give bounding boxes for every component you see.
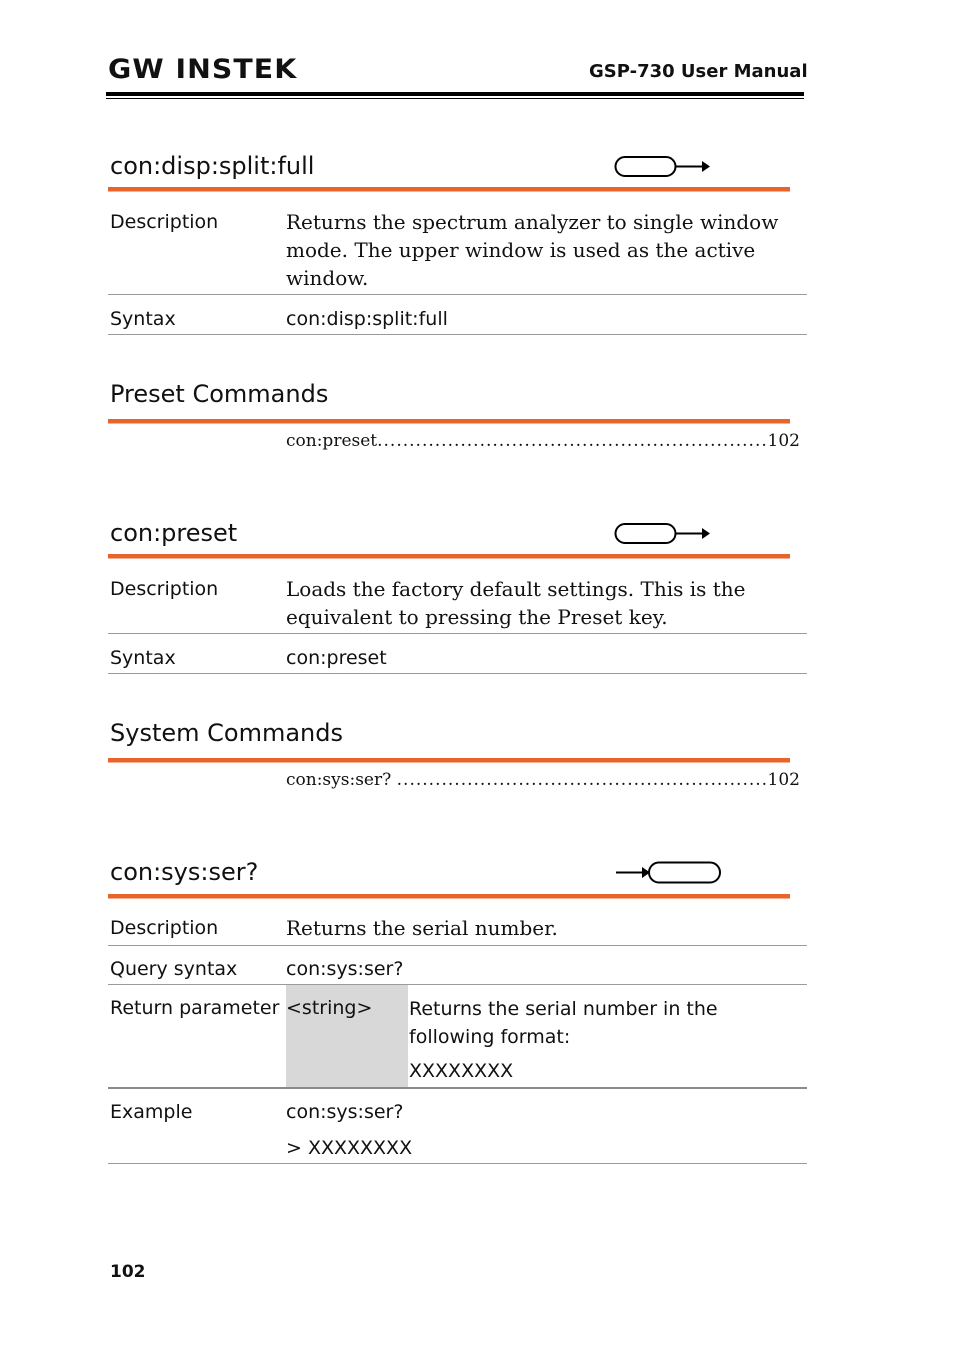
gw-instek-logo: GW INSTEK (108, 54, 298, 85)
example-command: con:sys:ser? (286, 1101, 404, 1123)
row-divider (108, 1087, 807, 1089)
example-label: Example (110, 1101, 193, 1123)
section-title-system-commands: System Commands (110, 719, 343, 747)
query-syntax-label: Query syntax (110, 958, 238, 980)
toc-entry-sys-ser[interactable] (286, 769, 800, 791)
page-number: 102 (110, 1262, 146, 1282)
syntax-label: Syntax (110, 308, 176, 330)
return-type: <string> (286, 997, 373, 1019)
example-response: > XXXXXXXX (286, 1137, 413, 1159)
section-title-preset-commands: Preset Commands (110, 380, 329, 408)
description-label: Description (110, 578, 219, 600)
toc-entry-preset[interactable] (286, 430, 800, 452)
return-parameter-label: Return parameter (110, 997, 280, 1019)
description-text: Returns the spectrum analyzer to single window mode. The upper window is used as the active window. (286, 210, 779, 290)
row-divider (108, 334, 807, 335)
toc-leader-dots (377, 430, 767, 452)
query-syntax-value: con:sys:ser? (286, 958, 404, 980)
set-command-icon (614, 522, 712, 546)
row-divider (108, 984, 807, 985)
manual-title: GSP-730 User Manual (589, 61, 808, 82)
section-underline (108, 894, 790, 898)
header-rule-thin (106, 98, 804, 99)
return-description: Returns the serial number in the following format: (409, 998, 718, 1048)
section-title-preset: con:preset (110, 519, 238, 547)
syntax-value: con:preset (286, 647, 387, 669)
toc-entry-label: con:sys:ser? (286, 770, 397, 790)
section-underline (108, 419, 790, 423)
query-command-icon (614, 860, 724, 886)
description-text: Loads the factory default settings. This is the equivalent to pressing the Preset key. (286, 577, 746, 629)
set-command-icon (614, 155, 712, 179)
syntax-value: con:disp:split:full (286, 308, 448, 330)
return-format: XXXXXXXX (409, 1060, 514, 1082)
toc-page-number: 102 (767, 431, 800, 451)
row-divider (108, 945, 807, 946)
row-divider (108, 1163, 807, 1164)
description-text: Returns the serial number. (286, 916, 558, 940)
section-underline (108, 554, 790, 558)
description-label: Description (110, 211, 219, 233)
description-label: Description (110, 917, 219, 939)
header-rule (106, 92, 804, 96)
section-underline (108, 758, 790, 762)
toc-leader-dots (397, 769, 768, 791)
row-divider (108, 633, 807, 634)
section-title-sys-ser: con:sys:ser? (110, 858, 259, 886)
section-title-split-full: con:disp:split:full (110, 152, 315, 180)
toc-entry-label: con:preset (286, 431, 378, 451)
row-divider (108, 673, 807, 674)
section-underline (108, 187, 790, 191)
row-divider (108, 294, 807, 295)
toc-page-number: 102 (767, 770, 800, 790)
syntax-label: Syntax (110, 647, 176, 669)
